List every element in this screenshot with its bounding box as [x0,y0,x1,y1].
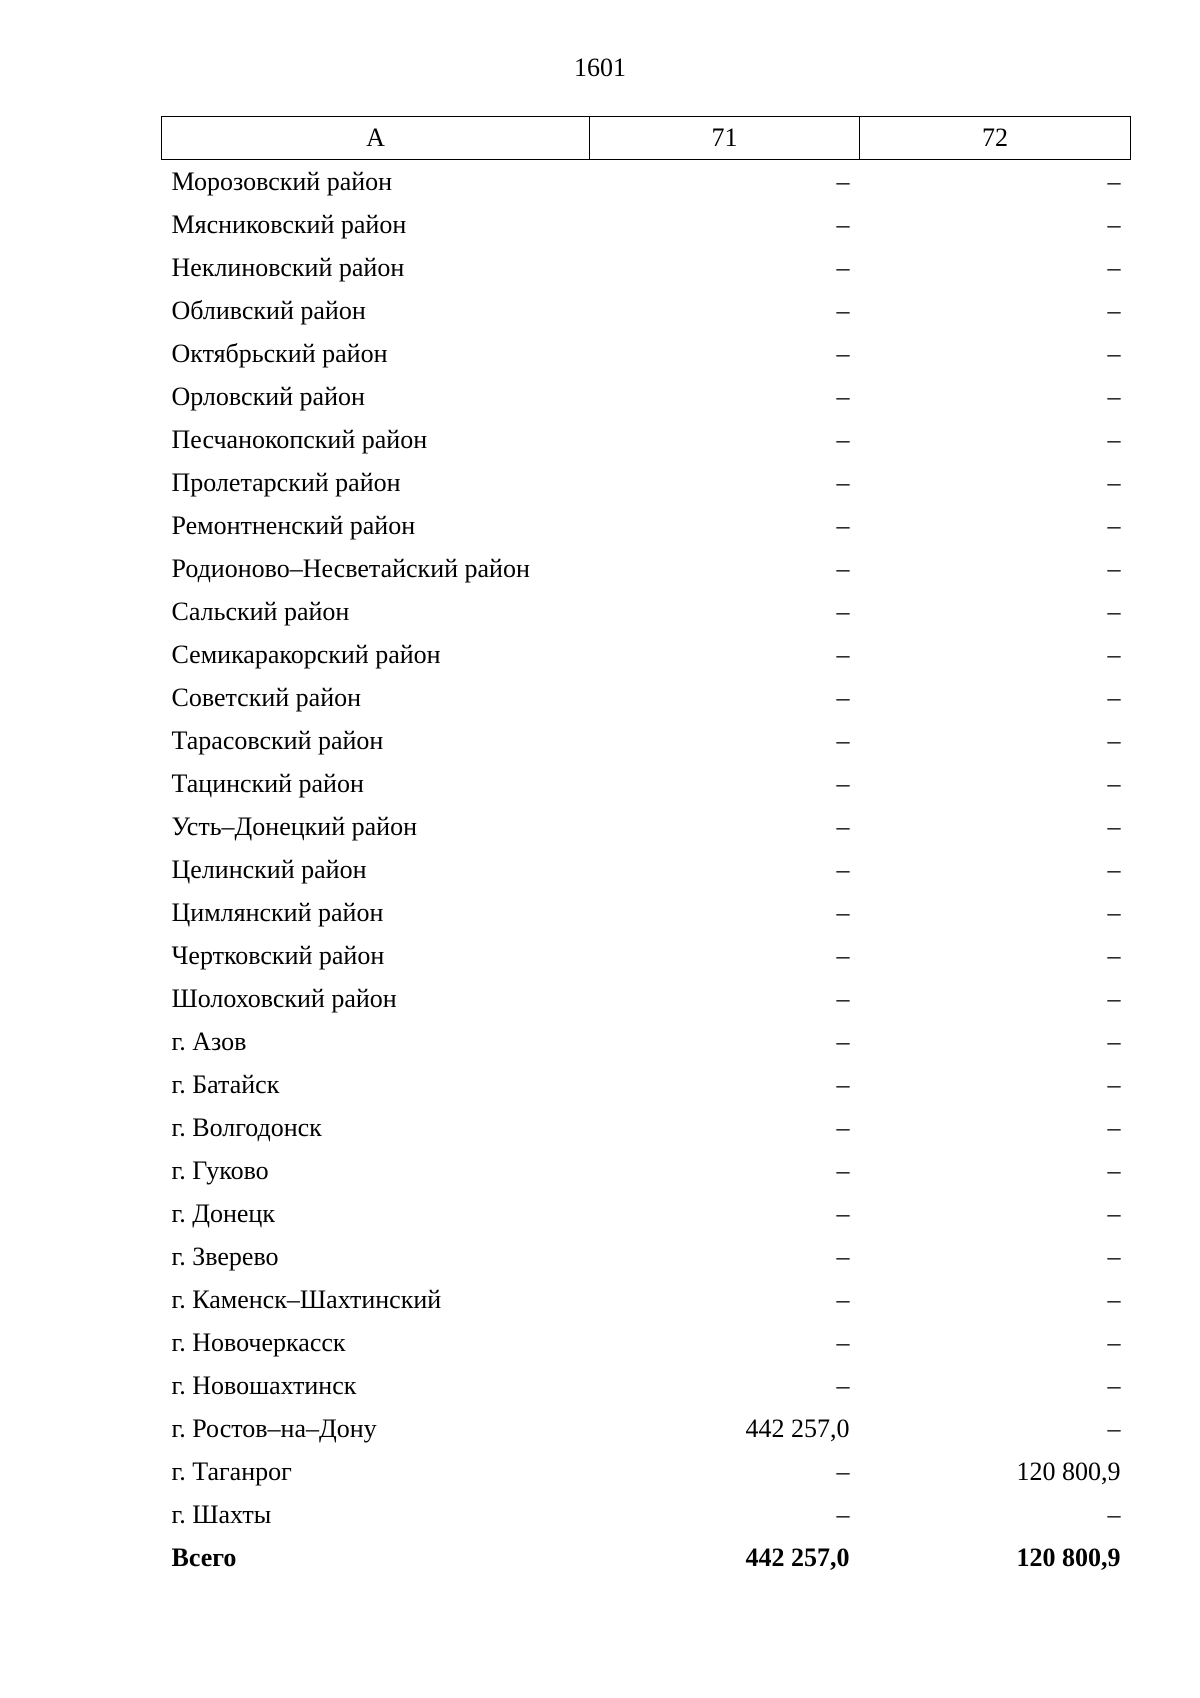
row-name: Советский район [171,682,362,712]
total-value-71: 442 257,0 [745,1542,850,1572]
table-row [162,1278,1131,1321]
budget-table [161,116,1131,1579]
row-name: Цимлянский район [171,897,384,927]
row-value-72: – [1107,338,1121,368]
row-value-71: – [836,424,850,454]
row-value-72: – [1107,424,1121,454]
row-name: г. Шахты [171,1499,272,1529]
row-value-71: – [836,596,850,626]
row-name: Чертковский район [171,940,385,970]
table-row [162,762,1131,805]
row-value-72: – [1107,1069,1121,1099]
table-row [162,1235,1131,1278]
row-value-72: – [1107,983,1121,1013]
row-value-72: – [1107,1370,1121,1400]
row-value-71: – [836,940,850,970]
row-value-71: – [836,897,850,927]
table-row [162,1407,1131,1450]
row-name: Семикаракорский район [171,639,441,669]
table-row [162,1020,1131,1063]
row-value-72: – [1107,1198,1121,1228]
table-row [162,719,1131,762]
row-value-71: – [836,639,850,669]
row-value-72: – [1107,596,1121,626]
column-header-71: 71 [590,117,860,160]
table-row [162,289,1131,332]
row-name: Мясниковский район [171,209,407,239]
table-row [162,848,1131,891]
row-value-72: – [1107,768,1121,798]
row-value-71: – [836,1370,850,1400]
row-value-71: – [836,381,850,411]
row-value-71: – [836,983,850,1013]
row-value-71: – [836,725,850,755]
row-name: Обливский район [171,295,366,325]
row-value-71: – [836,252,850,282]
table-row [162,590,1131,633]
row-name: Морозовский район [171,166,393,196]
table-row [162,203,1131,246]
table-row [162,1493,1131,1536]
column-header-72: 72 [860,117,1131,160]
row-value-72: – [1107,639,1121,669]
row-value-71: – [836,1456,850,1486]
table-total-row [162,1536,1131,1579]
row-value-71: – [836,1241,850,1271]
row-name: Орловский район [171,381,365,411]
row-name: г. Донецк [171,1198,275,1228]
row-value-71: – [836,768,850,798]
table-row [162,1321,1131,1364]
row-name: г. Батайск [171,1069,280,1099]
row-value-71: – [836,854,850,884]
row-name: Родионово–Несветайский район [171,553,530,583]
row-value-71: – [836,553,850,583]
table-row [162,547,1131,590]
row-name: Песчанокопский район [171,424,428,454]
table-row [162,246,1131,289]
row-value-72: – [1107,295,1121,325]
row-value-72: – [1107,209,1121,239]
table-body [162,160,1131,1580]
table-row [162,375,1131,418]
row-name: г. Таганрог [171,1456,292,1486]
row-name: Усть–Донецкий район [171,811,417,841]
row-value-71: – [836,1499,850,1529]
row-value-71: – [836,338,850,368]
row-name: г. Зверево [171,1241,279,1271]
table-row [162,160,1131,204]
table-row [162,1063,1131,1106]
table-row [162,977,1131,1020]
table-row [162,1106,1131,1149]
row-value-71: – [836,467,850,497]
table-header-row [162,117,1131,160]
table-row [162,633,1131,676]
table-row [162,1192,1131,1235]
row-value-71: – [836,1284,850,1314]
column-header-a: А [162,117,590,160]
table-row [162,676,1131,719]
row-value-72: – [1107,1026,1121,1056]
row-value-71: – [836,1198,850,1228]
row-name: г. Каменск–Шахтинский [171,1284,442,1314]
row-value-72: – [1107,1284,1121,1314]
row-value-72: – [1107,381,1121,411]
row-name: г. Гуково [171,1155,269,1185]
total-label: Всего [171,1542,237,1572]
row-value-72: – [1107,553,1121,583]
row-value-71: – [836,510,850,540]
row-value-72: 120 800,9 [1016,1456,1121,1486]
row-value-72: – [1107,940,1121,970]
table-row [162,418,1131,461]
table-row [162,461,1131,504]
row-value-72: – [1107,467,1121,497]
table-row [162,504,1131,547]
row-value-71: 442 257,0 [745,1413,850,1443]
row-value-72: – [1107,854,1121,884]
row-value-72: – [1107,725,1121,755]
row-value-71: – [836,209,850,239]
row-value-72: – [1107,1327,1121,1357]
row-value-71: – [836,1026,850,1056]
table-row [162,1364,1131,1407]
row-value-71: – [836,1155,850,1185]
row-value-71: – [836,295,850,325]
row-value-72: – [1107,1241,1121,1271]
row-name: Шолоховский район [171,983,397,1013]
row-name: г. Азов [171,1026,247,1056]
row-name: Ремонтненский район [171,510,416,540]
table-row [162,805,1131,848]
row-name: Неклиновский район [171,252,405,282]
row-value-72: – [1107,166,1121,196]
table-row [162,1149,1131,1192]
row-value-72: – [1107,682,1121,712]
row-name: г. Ростов–на–Дону [171,1413,377,1443]
row-value-71: – [836,1327,850,1357]
row-name: Пролетарский район [171,467,401,497]
table-row [162,891,1131,934]
page-number: 1601 [574,53,626,82]
row-value-72: – [1107,252,1121,282]
row-value-72: – [1107,1499,1121,1529]
row-name: Сальский район [171,596,350,626]
row-value-72: – [1107,510,1121,540]
row-name: г. Новошахтинск [171,1370,357,1400]
table-row [162,332,1131,375]
row-value-71: – [836,166,850,196]
table-row [162,934,1131,977]
row-value-72: – [1107,1112,1121,1142]
row-value-71: – [836,811,850,841]
row-name: г. Новочеркасск [171,1327,346,1357]
row-name: г. Волгодонск [171,1112,322,1142]
row-value-71: – [836,682,850,712]
row-value-72: – [1107,1155,1121,1185]
row-value-72: – [1107,897,1121,927]
row-value-72: – [1107,1413,1121,1443]
row-value-71: – [836,1112,850,1142]
row-name: Тацинский район [171,768,364,798]
table-row [162,1450,1131,1493]
row-name: Целинский район [171,854,367,884]
row-name: Октябрьский район [171,338,388,368]
row-value-72: – [1107,811,1121,841]
row-value-71: – [836,1069,850,1099]
total-value-72: 120 800,9 [1016,1542,1121,1572]
row-name: Тарасовский район [171,725,384,755]
